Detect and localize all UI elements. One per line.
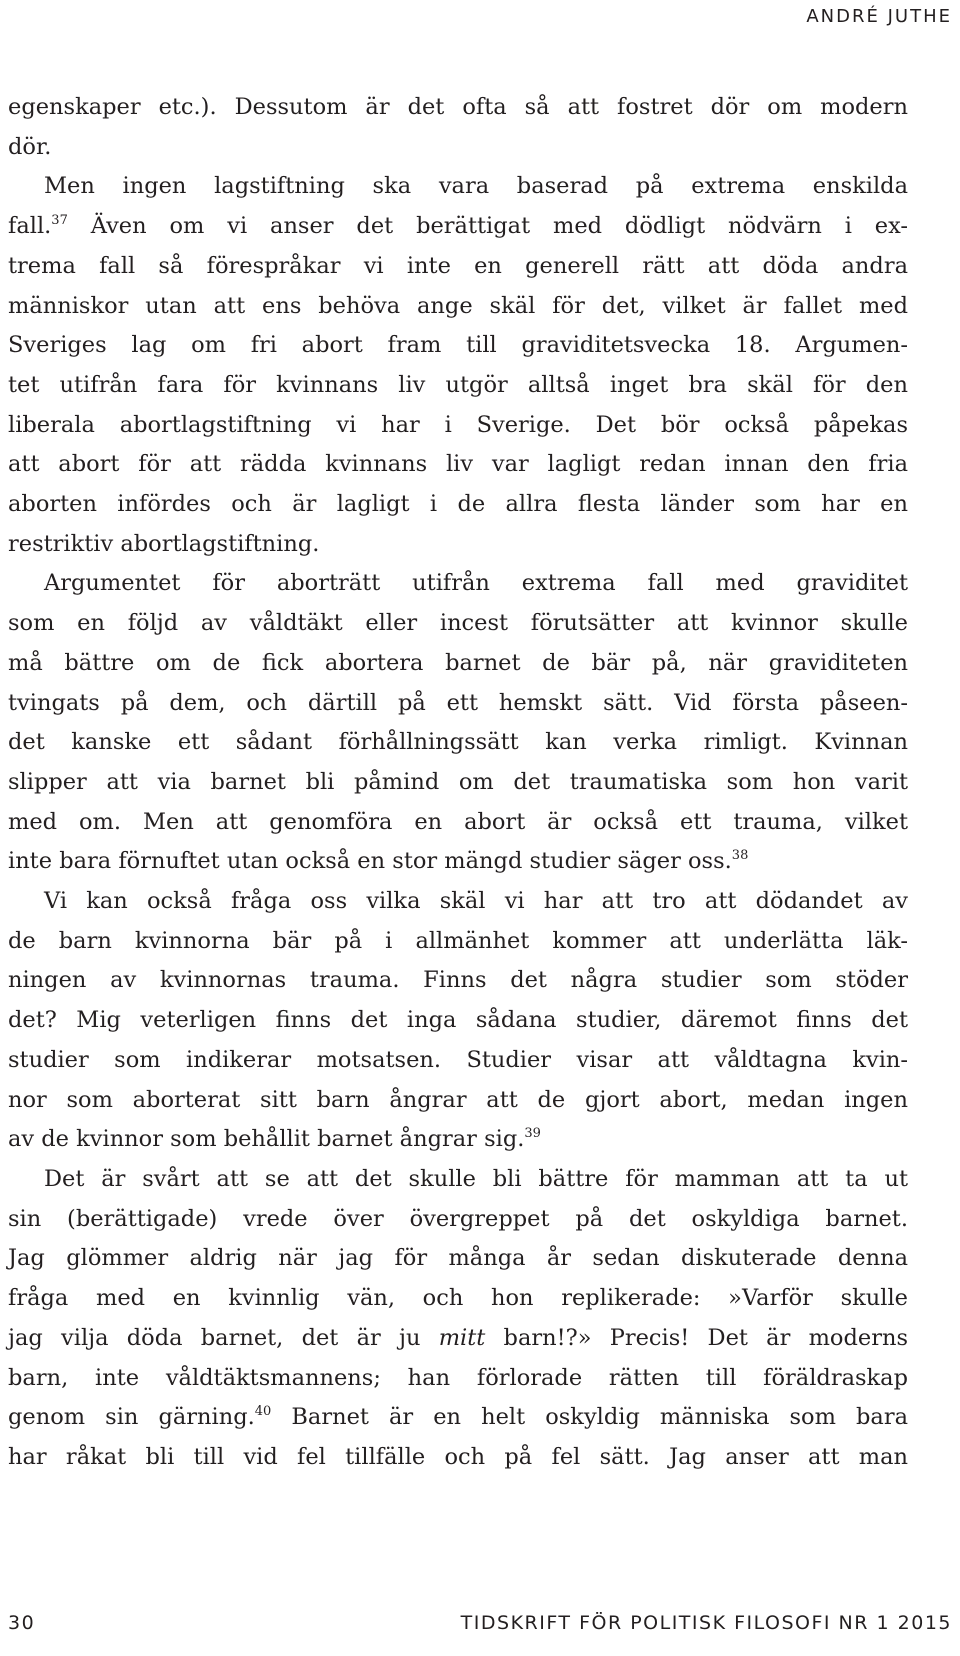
- text-run: har råkat bli till vid fel tillfälle och på fel sätt. Jag anser att man: [8, 1443, 908, 1470]
- text-line: [8, 1001, 908, 1041]
- text-run: tvingats på dem, och därtill på ett hemskt sätt. Vid första påseen-: [8, 689, 908, 716]
- text-line: [8, 604, 908, 644]
- text-run: Barnet är en helt oskyldig människa som bara: [271, 1404, 908, 1431]
- text-run: Jag glömmer aldrig när jag för många år sedan diskuterade denna: [8, 1245, 908, 1272]
- text-run: aborten infördes och är lagligt i de allra flesta länder som har en: [8, 491, 908, 518]
- text-run: med om. Men att genomföra en abort är också ett trauma, vilket: [8, 808, 908, 835]
- text-line: [8, 763, 908, 803]
- text-line: [8, 366, 908, 406]
- footnote-reference: 40: [254, 1404, 272, 1420]
- text-run: liberala abortlagstiftning vi har i Sverige. Det bör också påpekas: [8, 411, 908, 438]
- text-line: [8, 445, 908, 485]
- text-run: barn, inte våldtäktsmannens; han förlorade rätten till föräldraskap: [8, 1364, 908, 1391]
- text-line: [8, 882, 908, 922]
- text-line: [8, 1041, 908, 1081]
- text-line: [8, 842, 908, 882]
- text-line: [8, 1438, 908, 1478]
- emphasized-text: mitt: [438, 1324, 486, 1351]
- text-run: restriktiv abortlagstiftning.: [8, 530, 320, 557]
- text-line: [8, 1359, 908, 1399]
- text-line: [8, 207, 908, 247]
- text-run: Även om vi anser det berättigat med dödligt nödvärn i ex-: [67, 213, 908, 240]
- text-line: [8, 1120, 908, 1160]
- text-line: [8, 167, 908, 207]
- text-run: ningen av kvinnornas trauma. Finns det några studier som stöder: [8, 967, 908, 994]
- text-line: [8, 326, 908, 366]
- text-run: inte bara förnuftet utan också en stor mängd studier säger oss.: [8, 848, 732, 875]
- text-run: Sveriges lag om fri abort fram till graviditetsvecka 18. Argumen-: [8, 332, 908, 359]
- text-run: människor utan att ens behöva ange skäl för det, vilket är fallet med: [8, 292, 908, 319]
- text-run: jag vilja döda barnet, det är ju: [8, 1324, 439, 1351]
- text-line: [8, 1160, 908, 1200]
- text-line: [8, 1279, 908, 1319]
- text-run: må bättre om de fick abortera barnet de bär på, när graviditeten: [8, 649, 908, 676]
- text-line: [8, 803, 908, 843]
- text-line: [8, 1200, 908, 1240]
- text-run: barn!?» Precis! Det är moderns: [485, 1324, 908, 1351]
- text-line: [8, 1319, 908, 1359]
- text-line: [8, 406, 908, 446]
- text-run: Det är svårt att se att det skulle bli bättre för mamman att ta ut: [44, 1165, 908, 1192]
- footnote-reference: 37: [51, 213, 68, 229]
- text-run: av de kvinnor som behållit barnet ångrar sig.: [8, 1126, 525, 1153]
- text-line: [8, 485, 908, 525]
- text-run: dör.: [8, 133, 52, 160]
- text-run: fråga med en kvinnlig vän, och hon replikerade: »Varför skulle: [8, 1285, 908, 1312]
- text-line: [8, 684, 908, 724]
- text-run: studier som indikerar motsatsen. Studier visar att våldtagna kvin-: [8, 1046, 908, 1073]
- text-run: tet utifrån fara för kvinnans liv utgör alltså inget bra skäl för den: [8, 371, 908, 398]
- page-footer: [8, 1612, 952, 1642]
- text-line: [8, 922, 908, 962]
- footnote-reference: 38: [731, 848, 749, 864]
- text-line: [8, 525, 908, 565]
- text-run: Men ingen lagstiftning ska vara baserad på extrema enskilda: [44, 173, 908, 200]
- journal-name: TIDSKRIFT FÖR POLITISK FILOSOFI NR 1 2015: [460, 1612, 952, 1634]
- text-run: det? Mig veterligen finns det inga sådana studier, däremot finns det: [8, 1007, 908, 1034]
- text-run: de barn kvinnorna bär på i allmänhet kommer att underlätta läk-: [8, 927, 908, 954]
- text-line: [8, 1398, 908, 1438]
- text-line: [8, 723, 908, 763]
- text-line: [8, 287, 908, 327]
- text-run: som en följd av våldtäkt eller incest förutsätter att kvinnor skulle: [8, 610, 908, 637]
- text-line: [8, 247, 908, 287]
- page-number: 30: [8, 1612, 36, 1634]
- text-run: trema fall så förespråkar vi inte en generell rätt att döda andra: [8, 252, 908, 279]
- text-run: Vi kan också fråga oss vilka skäl vi har att tro att dödandet av: [44, 888, 908, 915]
- text-run: sin (berättigade) vrede över övergreppet på det oskyldiga barnet.: [8, 1205, 908, 1232]
- text-line: [8, 564, 908, 604]
- text-line: [8, 644, 908, 684]
- text-line: [8, 961, 908, 1001]
- text-line: [8, 88, 908, 128]
- text-run: det kanske ett sådant förhållningssätt kan verka rimligt. Kvinnan: [8, 729, 908, 756]
- text-line: [8, 1239, 908, 1279]
- text-run: fall.: [8, 213, 52, 240]
- body-text: [8, 88, 908, 1478]
- text-run: Argumentet för aborträtt utifrån extrema fall med graviditet: [44, 570, 908, 597]
- text-run: att abort för att rädda kvinnans liv var lagligt redan innan den fria: [8, 451, 908, 478]
- running-head-author: ANDRÉ JUTHE: [806, 6, 952, 27]
- text-run: genom sin gärning.: [8, 1404, 255, 1431]
- text-run: nor som aborterat sitt barn ångrar att de gjort abort, medan ingen: [8, 1086, 908, 1113]
- footnote-reference: 39: [524, 1126, 541, 1142]
- text-run: egenskaper etc.). Dessutom är det ofta så att fostret dör om modern: [8, 94, 908, 120]
- text-run: slipper att via barnet bli påmind om det traumatiska som hon varit: [8, 768, 908, 795]
- text-line: [8, 1081, 908, 1121]
- text-line: [8, 128, 908, 168]
